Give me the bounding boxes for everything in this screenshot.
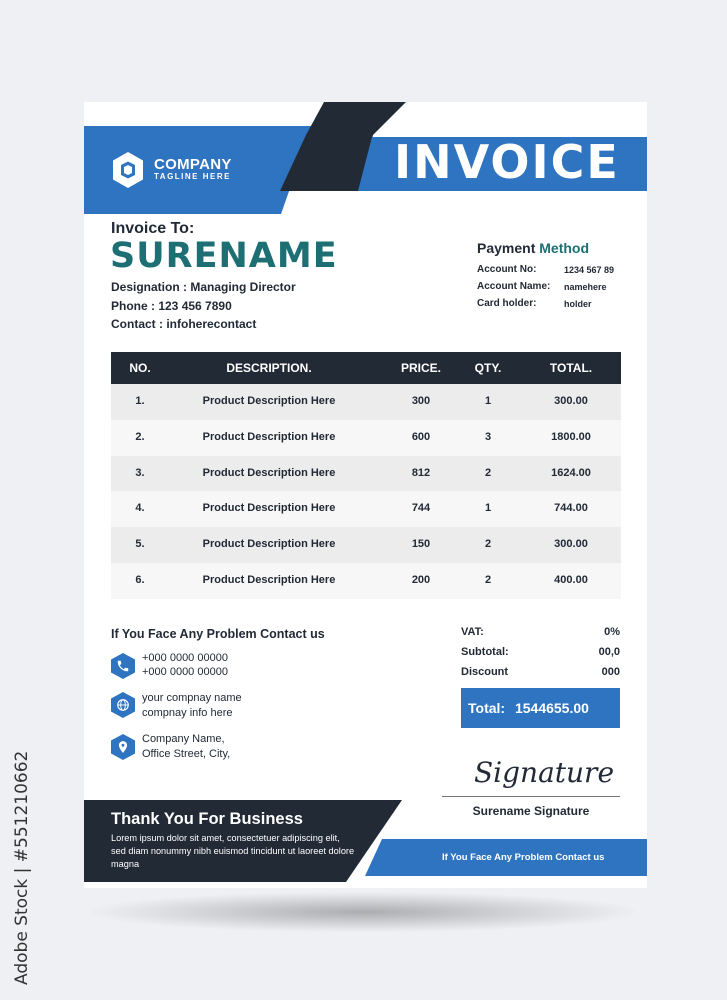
discount-value: 000 <box>601 666 620 678</box>
col-no-header: NO. <box>129 361 151 375</box>
subtotal-label: Subtotal: <box>461 646 509 658</box>
row-total: 1800.00 <box>551 430 591 443</box>
row-qty: 2 <box>484 466 492 479</box>
row-description: Product Description Here <box>202 466 336 479</box>
col-description-header: DESCRIPTION. <box>226 361 312 375</box>
phone-icon <box>111 653 135 679</box>
row-total: 1624.00 <box>551 466 591 479</box>
card-holder-value: holder <box>564 299 592 309</box>
client-phone: Phone : 123 456 7890 <box>111 299 232 313</box>
payment-title-accent: Method <box>539 240 590 256</box>
discount-label: Discount <box>461 666 509 678</box>
account-name-label: Account Name: <box>477 281 551 292</box>
row-no: 2. <box>135 430 145 443</box>
row-no: 4. <box>135 502 145 515</box>
footer-contact-line: If You Face Any Problem Contact us <box>442 852 605 863</box>
row-no: 5. <box>135 538 145 551</box>
total-value: 1544655.00 <box>514 700 589 716</box>
vat-label: VAT: <box>461 626 484 638</box>
row-total: 300.00 <box>554 395 588 407</box>
invoice-title: INVOICE <box>394 135 620 189</box>
table-header <box>111 352 621 384</box>
row-total: 300.00 <box>554 538 588 551</box>
col-total-header: TOTAL. <box>549 361 593 375</box>
card-holder-label: Card holder: <box>477 298 537 309</box>
location-pin-icon <box>111 734 135 760</box>
row-price: 744 <box>411 502 431 515</box>
row-no: 1. <box>135 395 145 407</box>
client-contact: Contact : infoherecontact <box>111 317 257 331</box>
vat-value: 0% <box>604 626 620 638</box>
row-total: 400.00 <box>554 573 588 586</box>
account-name-value: namehere <box>564 282 607 292</box>
row-qty: 2 <box>484 573 492 586</box>
row-description: Product Description Here <box>202 430 336 443</box>
thank-you-heading: Thank You For Business <box>111 810 303 828</box>
row-price: 300 <box>411 395 431 407</box>
row-description: Product Description Here <box>202 538 336 551</box>
total-label: Total: <box>468 700 506 716</box>
account-no-label: Account No: <box>477 264 537 275</box>
contact-phone-2: +000 0000 00000 <box>142 666 228 678</box>
table-row <box>111 563 621 599</box>
account-no-value: 1234 567 89 <box>564 265 615 275</box>
table-row <box>111 456 621 492</box>
row-price: 150 <box>411 538 431 551</box>
signature-name: Surename Signature <box>472 804 590 818</box>
contact-address-1: Company Name, <box>142 733 225 745</box>
row-description: Product Description Here <box>202 502 336 515</box>
row-description: Product Description Here <box>202 573 336 586</box>
company-tagline: TAGLINE HERE <box>154 172 231 181</box>
contact-phone-1: +000 0000 00000 <box>142 652 228 664</box>
row-qty: 2 <box>484 538 492 551</box>
footer-lorem: Lorem ipsum dolor sit amet, consectetuer adipiscing elit, sed diam nonummy nibh euismod tincidunt ut laoreet dolore magna <box>111 833 355 869</box>
row-price: 600 <box>411 430 431 443</box>
row-qty: 3 <box>484 430 492 443</box>
row-total: 744.00 <box>554 502 588 515</box>
row-description: Product Description Here <box>202 395 336 407</box>
table-row <box>111 384 621 420</box>
contact-web-2: compnay info here <box>142 707 233 719</box>
row-qty: 1 <box>484 395 492 407</box>
row-qty: 1 <box>484 502 492 515</box>
client-designation: Designation : Managing Director <box>111 280 296 294</box>
row-price: 200 <box>411 573 431 586</box>
contact-address-2: Office Street, City, <box>142 748 231 760</box>
row-price: 812 <box>411 466 431 479</box>
payment-method-title <box>477 240 589 256</box>
invoice-to-label: Invoice To: <box>111 220 195 237</box>
subtotal-value: 00,0 <box>598 646 620 658</box>
page-shadow <box>90 892 636 932</box>
col-price-header: PRICE. <box>400 361 441 375</box>
contact-heading: If You Face Any Problem Contact us <box>111 627 325 641</box>
company-name: COMPANY <box>154 156 232 173</box>
company-logo-icon <box>110 150 146 195</box>
table-row <box>111 527 621 563</box>
client-name: SURENAME <box>110 236 338 276</box>
table-row <box>111 491 621 527</box>
items-table <box>111 352 621 599</box>
stock-id-text: Adobe Stock | #551210662 <box>12 750 32 985</box>
row-no: 3. <box>135 466 145 479</box>
row-no: 6. <box>135 573 145 586</box>
col-qty-header: QTY. <box>474 361 502 375</box>
signature-script: Signature <box>473 756 615 789</box>
total-box <box>461 688 620 728</box>
invoice-sheet <box>84 102 647 888</box>
table-row <box>111 420 621 456</box>
payment-title-prefix: Payment <box>477 240 536 256</box>
globe-icon <box>111 692 135 718</box>
contact-web-1: your compnay name <box>142 692 242 704</box>
